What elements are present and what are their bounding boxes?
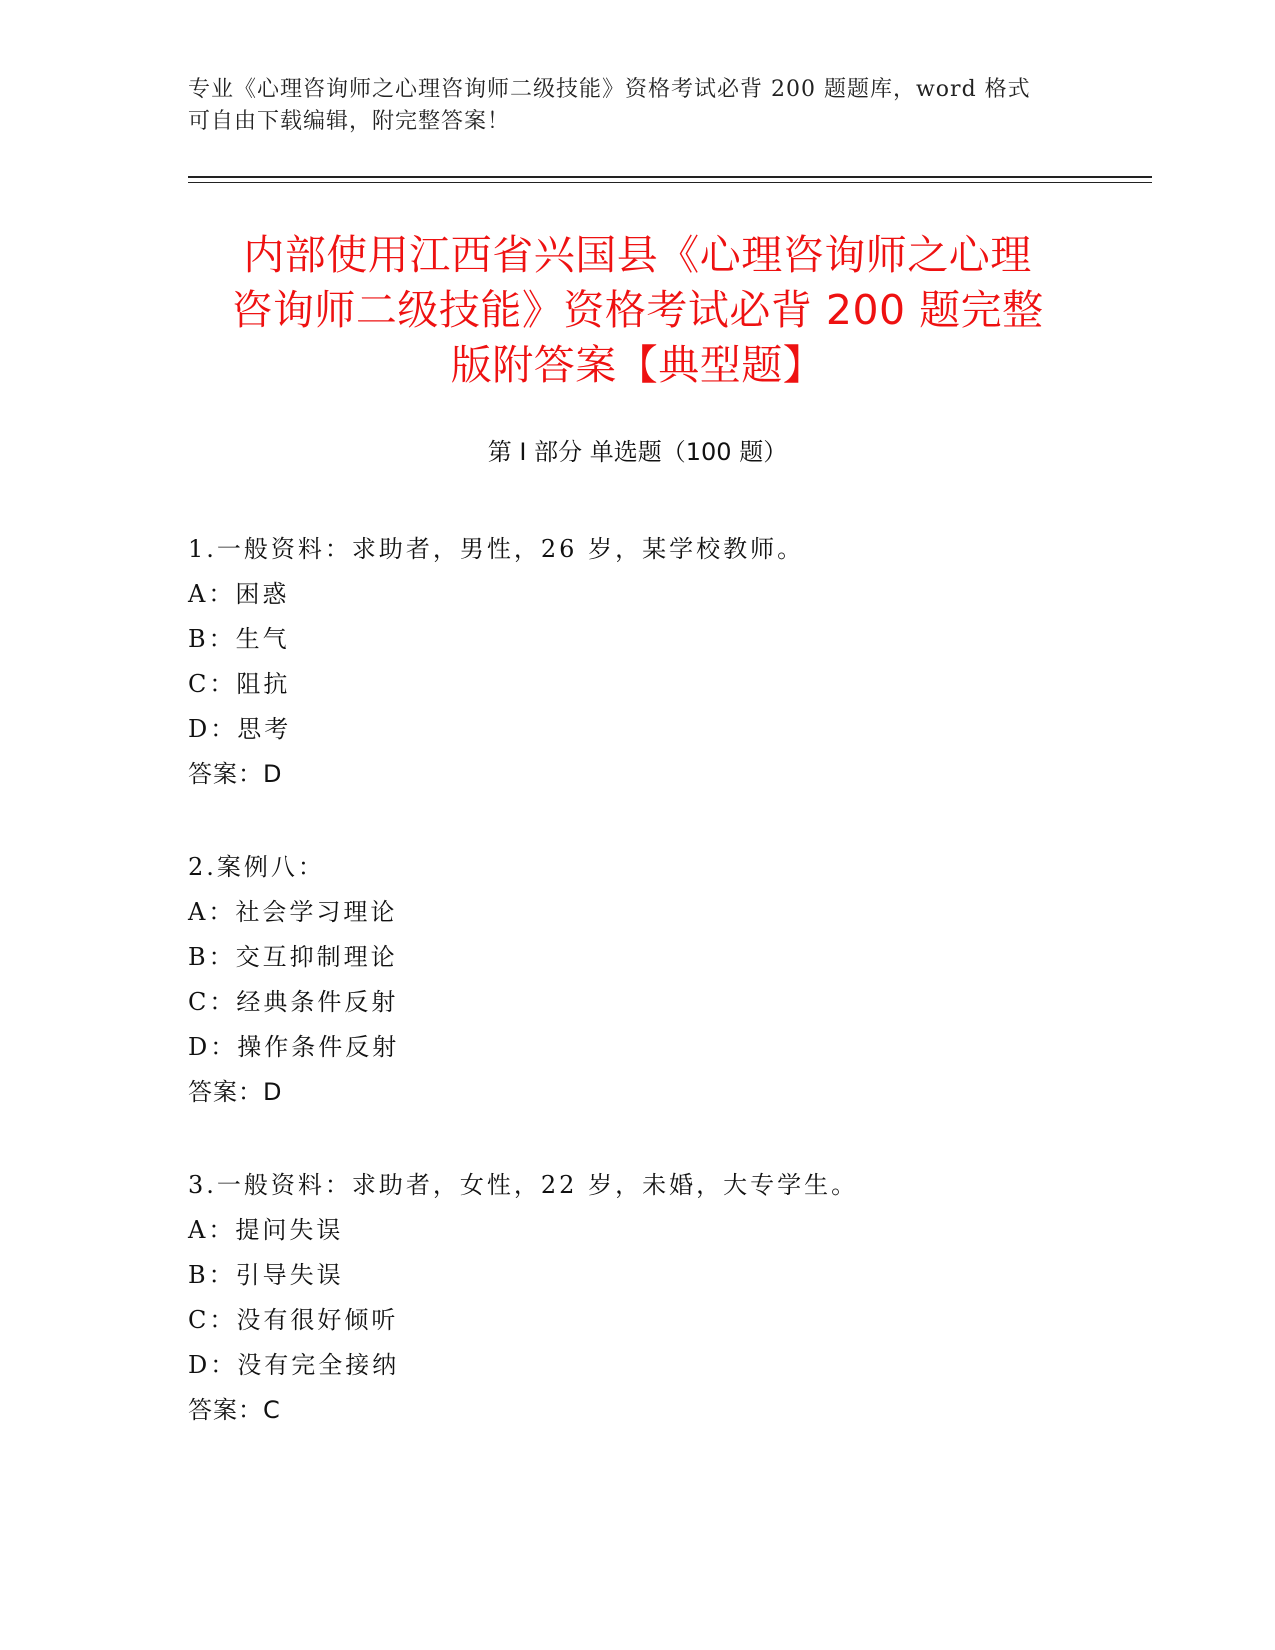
header-note-line-2: 可自由下载编辑，附完整答案！ bbox=[188, 109, 511, 134]
option-b: B：交互抑制理论 bbox=[188, 943, 398, 971]
option-b: B：生气 bbox=[188, 625, 290, 653]
question-2 bbox=[188, 845, 1088, 1115]
document-title-line-2: 咨询师二级技能》资格考试必背 200 题完整 bbox=[231, 286, 1044, 334]
answer: 答案：D bbox=[188, 760, 283, 788]
document-title-line-1: 内部使用江西省兴国县《心理咨询师之心理 bbox=[243, 231, 1032, 279]
document-title-line-3: 版附答案【典型题】 bbox=[450, 341, 825, 389]
question-stem: 2.案例八： bbox=[188, 853, 325, 881]
option-a: A：提问失误 bbox=[188, 1216, 344, 1244]
header-divider-thick bbox=[188, 176, 1152, 178]
option-c: C：没有很好倾听 bbox=[188, 1306, 399, 1334]
option-c: C：经典条件反射 bbox=[188, 988, 399, 1016]
option-a: A：社会学习理论 bbox=[188, 898, 398, 926]
option-d: D：操作条件反射 bbox=[188, 1033, 400, 1061]
header-note-line-1: 专业《心理咨询师之心理咨询师二级技能》资格考试必背 200 题题库，word 格式 bbox=[188, 77, 1031, 102]
document-title bbox=[150, 228, 1125, 393]
option-d: D：思考 bbox=[188, 715, 292, 743]
question-stem: 1.一般资料：求助者，男性，26 岁，某学校教师。 bbox=[188, 535, 805, 563]
section-heading: 第 I 部分 单选题（100 题） bbox=[487, 438, 788, 466]
header-divider-thin bbox=[188, 182, 1152, 183]
answer: 答案：D bbox=[188, 1078, 283, 1106]
option-b: B：引导失误 bbox=[188, 1261, 344, 1289]
option-d: D：没有完全接纳 bbox=[188, 1351, 400, 1379]
header-note bbox=[188, 74, 1088, 138]
option-a: A：困惑 bbox=[188, 580, 290, 608]
answer: 答案：C bbox=[188, 1396, 281, 1424]
option-c: C：阻抗 bbox=[188, 670, 291, 698]
question-3 bbox=[188, 1163, 1088, 1433]
question-stem: 3.一般资料：求助者，女性，22 岁，未婚，大专学生。 bbox=[188, 1171, 859, 1199]
question-1 bbox=[188, 527, 1088, 797]
